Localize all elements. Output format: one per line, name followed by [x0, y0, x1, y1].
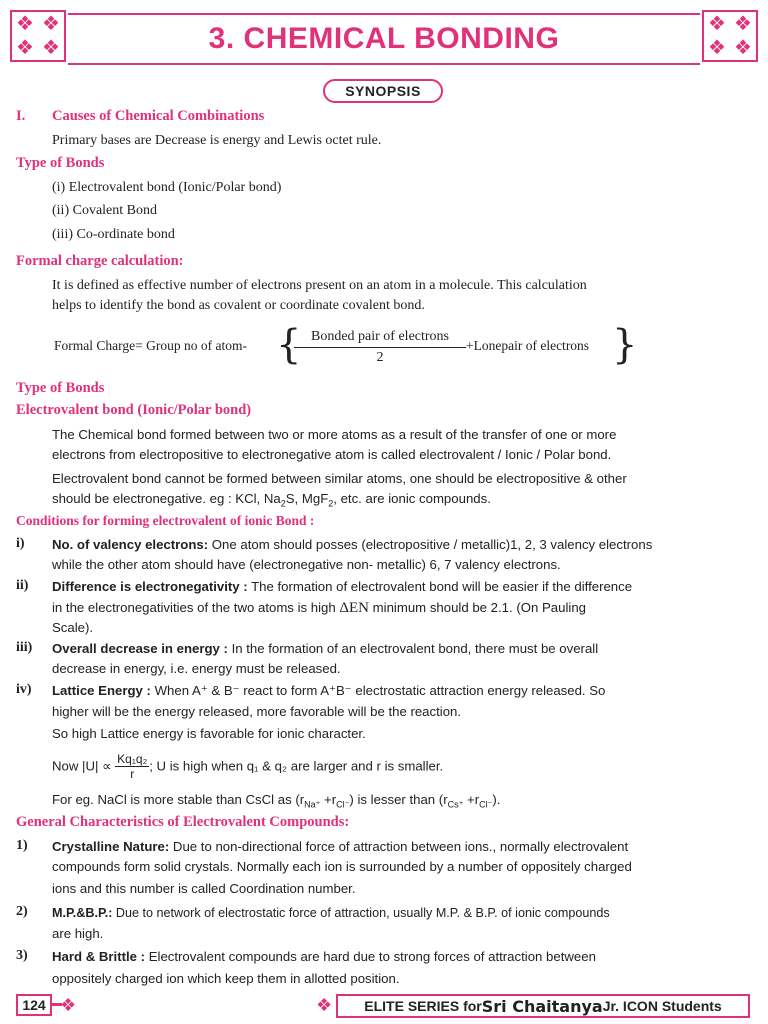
item-number: iii): [16, 640, 33, 655]
item-number: ii): [16, 578, 29, 593]
item-number: i): [16, 536, 25, 551]
body-text: should be electronegative. eg : KCl, $Na_2S$, MgF$_2$, etc. are ionic compounds.: [52, 491, 491, 509]
synopsis-badge: SYNOPSIS: [323, 79, 443, 103]
flower-icon: ❖: [42, 37, 60, 59]
header-ornament-left: [10, 10, 66, 62]
flower-icon: ❖: [734, 37, 752, 59]
section-heading: Type of Bonds: [16, 155, 105, 171]
series-label: ELITE SERIES for Sri Chaitanya Jr. ICON Students: [336, 994, 750, 1018]
flower-icon: ❖: [708, 13, 726, 35]
section-heading: Conditions for forming electrovalent of ionic Bond :: [16, 513, 315, 528]
formula-lhs: Formal Charge= Group no of atom-: [54, 338, 247, 353]
header-ornament-right: [702, 10, 758, 62]
section-heading: General Characteristics of Electrovalent Compounds:: [16, 814, 350, 830]
body-text: higher will be the energy released, more favorable will be the reaction.: [52, 704, 462, 719]
body-text: Hard & Brittle : Electrovalent compounds are hard due to strong forces of attraction between: [52, 949, 596, 964]
list-item: (iii) Co-ordinate bond: [52, 227, 175, 242]
formula-rhs: +Lonepair of electrons: [466, 338, 590, 353]
title-bar: [68, 13, 700, 65]
formula-fraction: [294, 329, 466, 366]
body-text: while the other atom should have (electronegative non- metallic) 6, 7 valency electrons.: [52, 557, 561, 572]
body-text: Scale).: [52, 620, 94, 635]
item-number: iv): [16, 682, 32, 697]
flower-icon: ❖: [316, 995, 333, 1015]
body-text: It is defined as effective number of electrons present on an atom in a molecule. This calculation: [52, 278, 587, 293]
body-text: oppositely charged ion which keep them in allotted position.: [52, 971, 400, 986]
section-heading: Electrovalent bond (Ionic/Polar bond): [16, 402, 252, 418]
brace-left: {: [276, 322, 302, 368]
flower-icon: ❖: [60, 995, 77, 1015]
body-text: in the electronegativities of the two atoms is high ΔEN minimum should be 2.1. (On Pauling: [52, 600, 586, 616]
body-text: So high Lattice energy is favorable for ionic character.: [52, 726, 366, 741]
body-text: decrease in energy, i.e. energy must be released.: [52, 661, 341, 676]
item-number: 3): [16, 948, 28, 963]
list-item: (ii) Covalent Bond: [52, 203, 157, 218]
body-text: are high.: [52, 926, 104, 941]
body-text: Primary bases are Decrease is energy and Lewis octet rule.: [52, 133, 382, 148]
lattice-formula: Now |U| ∝ $\frac{\text{Kq₁q₂}}{r}$ ; U is high when q₁ & q₂ are larger and r is smaller.: [52, 752, 444, 781]
body-text: ions and this number is called Coordination number.: [52, 881, 356, 896]
fraction-denominator: 2: [376, 350, 384, 365]
body-text: For eg. NaCl is more stable than CsCl as $(r_{Na^+} +r_{Cl^-})$ is lesser than $(r_{Cs^+} +r_{Cl^-})$.: [52, 792, 501, 810]
body-text: Overall decrease in energy : In the formation of an electrovalent bond, there must be overall: [52, 641, 599, 656]
section-heading: Formal charge calculation:: [16, 253, 184, 269]
item-number: 2): [16, 904, 28, 919]
flower-icon: ❖: [42, 13, 60, 35]
section-number: I.: [16, 108, 26, 124]
list-item: (i) Electrovalent bond (Ionic/Polar bond): [52, 180, 282, 195]
body-text: electrons from electropositive to electronegative atom is called electrovalent / Ionic / Polar bond.: [52, 447, 612, 462]
page-title: 3. CHEMICAL BONDING: [208, 22, 560, 55]
body-text: compounds form solid crystals. Normally each ion is surrounded by a number of oppositely charged: [52, 859, 632, 874]
flower-icon: ❖: [734, 13, 752, 35]
flower-icon: ❖: [16, 13, 34, 35]
page-number: 124: [16, 994, 52, 1016]
fraction-numerator: Bonded pair of electrons: [294, 329, 466, 348]
body-text: M.P.&B.P.: Due to network of electrostatic force of attraction, usually M.P. & B.P. of ionic compounds: [52, 906, 610, 920]
flower-icon: ❖: [16, 37, 34, 59]
section-heading: Type of Bonds: [16, 380, 105, 396]
item-number: 1): [16, 838, 28, 853]
body-text: The Chemical bond formed between two or more atoms as a result of the transfer of one or more: [52, 427, 617, 442]
body-text: No. of valency electrons: One atom should posses (electropositive / metallic)1, 2, 3 valency electrons: [52, 537, 653, 552]
flower-icon: ❖: [708, 37, 726, 59]
section-heading: Causes of Chemical Combinations: [52, 108, 265, 124]
body-text: Difference is electronegativity : The formation of electrovalent bond will be easier if the difference: [52, 579, 633, 594]
body-text: Crystalline Nature: Due to non-directional force of attraction between ions., normally electrovalent: [52, 839, 629, 854]
brace-right: }: [612, 322, 638, 368]
body-text: Electrovalent bond cannot be formed between similar atoms, one should be electropositive & other: [52, 471, 627, 486]
body-text: helps to identify the bond as covalent or coordinate covalent bond.: [52, 298, 425, 313]
body-text: Lattice Energy : When A⁺ & B⁻ react to form A⁺B⁻ electrostatic attraction energy released. So: [52, 683, 606, 698]
